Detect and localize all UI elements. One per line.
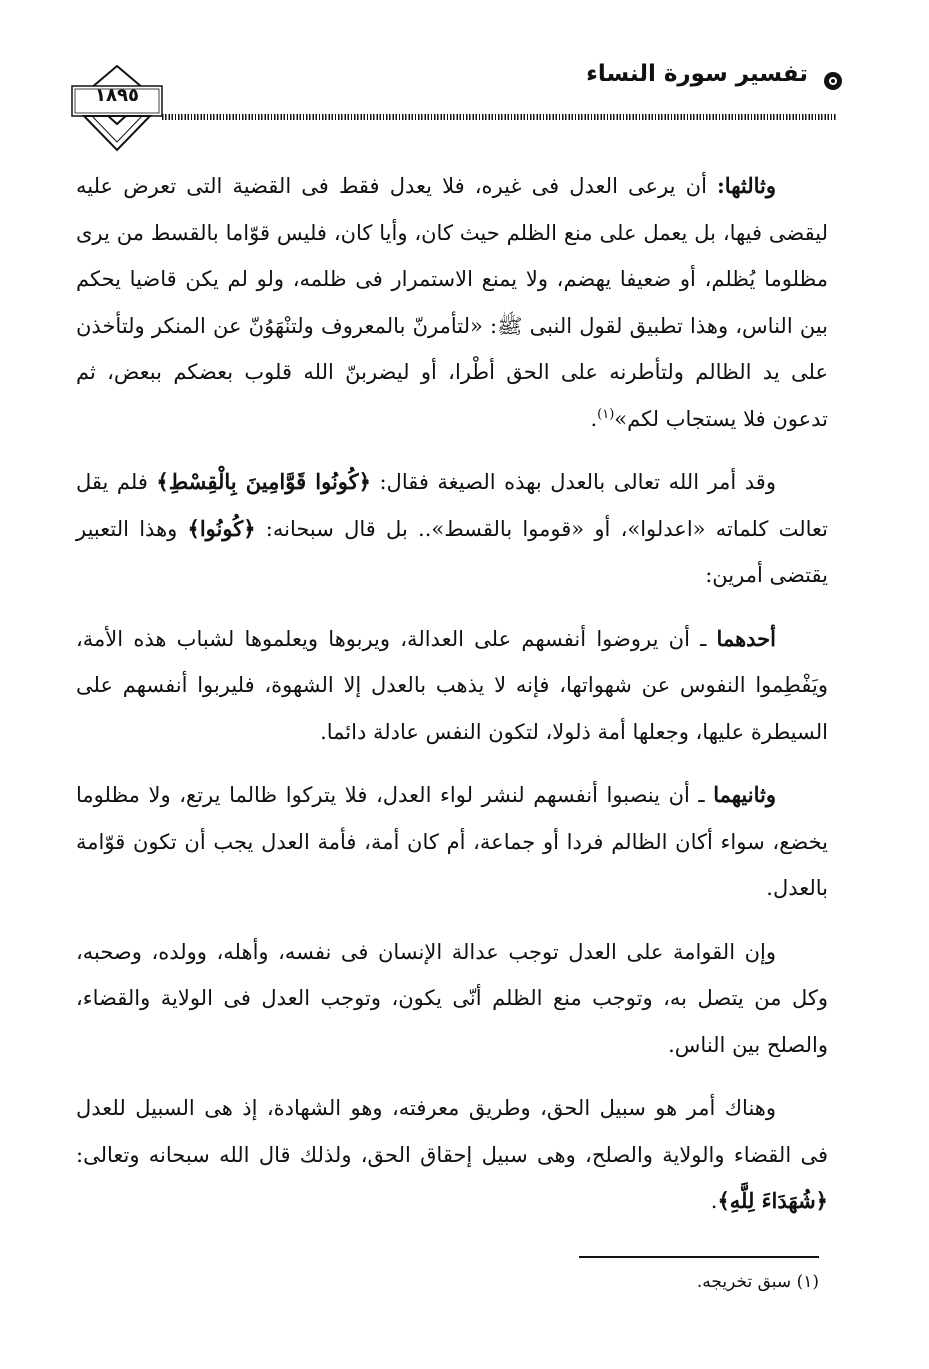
flower-ornament-icon <box>822 70 844 92</box>
page-body <box>76 163 828 1242</box>
quran-quote: ﴿كُونُوا﴾ <box>187 515 256 541</box>
paragraph-text: وقد أمر الله تعالى بالعدل بهذه الصيغة فقال: <box>370 470 776 494</box>
paragraph-testimony <box>76 1085 828 1225</box>
paragraph-text: ـ أن ينصبوا أنفسهم لنشر لواء العدل، فلا يتركوا ظالما يرتع، ولا مظلوما يخضع، سواء أكان الظالم فردا أو جماعة، أم كان أمة، فأمة العدل يجب أن تكون قوّامة بالعدل. <box>76 783 828 900</box>
paragraph-text: وهناك أمر هو سبيل الحق، وطريق معرفته، وهو الشهادة، إذ هى السبيل للعدل فى القضاء والولاية والصلح، وهى سبيل إحقاق الحق، ولذلك قال الله سبحانه وتعالى: <box>76 1096 828 1167</box>
paragraph-text: وهذا التعبير يقتضى أمرين: <box>76 516 828 587</box>
paragraph-second-matter <box>76 772 828 912</box>
paragraph-tail: . <box>710 1189 718 1213</box>
paragraph-text: أن يرعى العدل فى غيره، فلا يعدل فقط فى القضية التى تعرض عليه ليقضى فيها، بل يعمل على منع الظلم حيث كان، وأيا كان، فليس قوّاما بالقسط من يرى مظلوما يُظلم، أو ضعيفا يهضم، ولا يمنع الاستمرار فى ظلمه، ولو لم يكن قاضيا يحكم بين الناس، وهذا تطبيق لقول النبى ﷺ: «لتأمرنّ بالمعروف ولتنْهَوُنّ عن المنكر ولتأخذن على يد الظالم ولتأطرنه على الحق أطْرا، أو ليضربنّ الله قلوب بعضكم ببعض، ثم تدعون فلا يستجاب لكم» <box>76 174 828 431</box>
running-title: تفسير سورة النساء <box>586 61 808 87</box>
paragraph-text: وإن القوامة على العدل توجب عدالة الإنسان فى نفسه، وأهله، وولده، وصحبه، وكل من يتصل به، وتوجب منع الظلم أنّى يكون، وتوجب العدل فى الولاية والقضاء، والصلح بين الناس. <box>76 939 828 1057</box>
paragraph-text: فلم يقل تعالت كلماته «اعدلوا»، أو «قوموا بالقسط».. بل قال سبحانه: <box>76 470 828 541</box>
paragraph-custody <box>76 929 828 1069</box>
footnote-reference: (١) <box>597 406 615 422</box>
quran-quote: ﴿كُونُوا قَوَّامِينَ بِالْقِسْطِ﴾ <box>156 469 371 494</box>
quran-quote: ﴿شُهَدَاءَ لِلَّهِ﴾ <box>717 1188 828 1213</box>
paragraph-third-point <box>76 163 828 442</box>
paragraph-lead: وثالثها: <box>717 173 776 198</box>
paragraph-first-matter <box>76 616 828 756</box>
page-header <box>62 52 850 157</box>
page-number-badge-icon <box>62 64 172 154</box>
paragraph-lead: أحدهما <box>716 625 776 651</box>
page-number: ١٨٩٥ <box>95 85 139 106</box>
paragraph-lead: وثانيهما <box>713 782 776 807</box>
paragraph-tail: . <box>590 406 598 431</box>
footnote-divider <box>579 1256 819 1258</box>
paragraph-command <box>76 459 828 599</box>
footnote: (١) سبق تخريجه. <box>696 1272 819 1292</box>
paragraph-text: ـ أن يروضوا أنفسهم على العدالة، ويربوها ويعلموها لشباب هذه الأمة، ويَفْطِموا النفوس عن شهواتها، فإنه لا يذهب بالعدل إلا الشهوة، فليربوا أنفسهم على السيطرة عليها، وجعلها أمة ذلولا، لتكون النفس عادلة دائما. <box>76 626 828 744</box>
header-rule <box>162 114 836 120</box>
